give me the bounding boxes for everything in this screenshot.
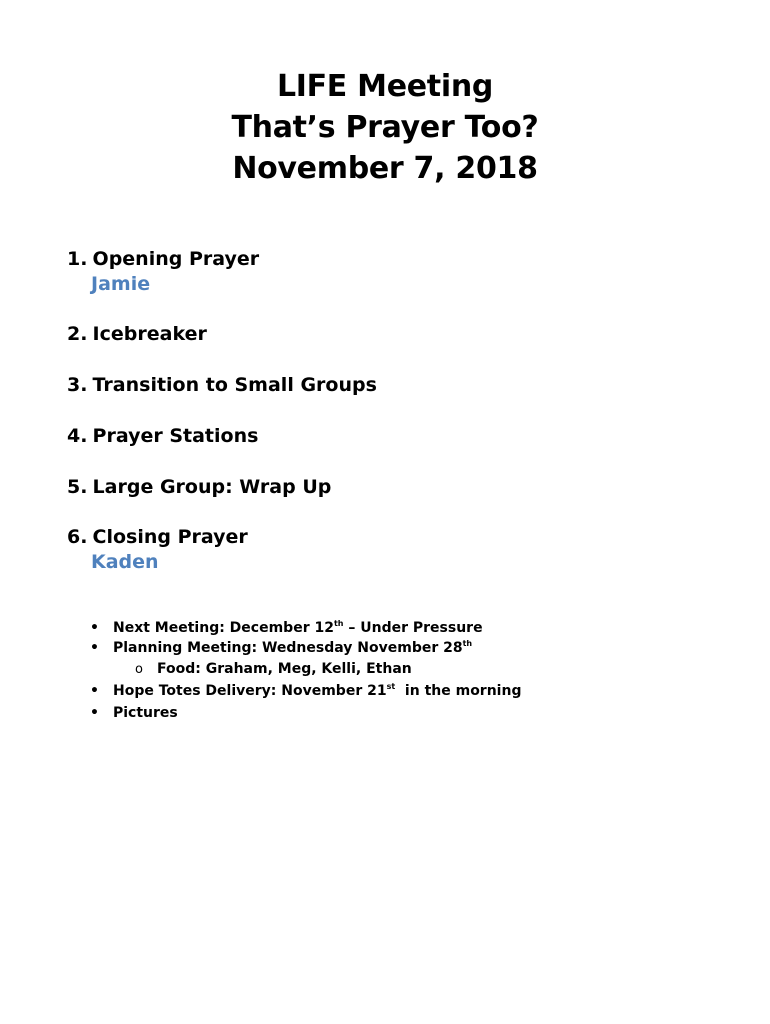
- note-planning-meeting: [90, 638, 472, 658]
- note-superscript: th: [462, 639, 473, 648]
- note-text-rest: in the morning: [395, 683, 522, 699]
- sub-bullet-icon: o: [135, 662, 143, 677]
- note-text: Planning Meeting: Wednesday November 28: [113, 640, 463, 656]
- note-text: Pictures: [113, 705, 178, 721]
- note-superscript: th: [333, 619, 344, 628]
- note-text: Hope Totes Delivery: November 21: [113, 683, 387, 699]
- agenda-item-number: 3.: [67, 374, 88, 396]
- agenda-item-label: Large Group: Wrap Up: [92, 476, 332, 498]
- agenda-item-label: Closing Prayer: [92, 526, 248, 548]
- agenda-item-number: 6.: [67, 526, 88, 548]
- bullet-icon: •: [90, 705, 99, 721]
- agenda-item-leader: Kaden: [91, 551, 159, 573]
- agenda-item-leader: Jamie: [91, 273, 151, 295]
- agenda-item-label: Transition to Small Groups: [92, 374, 377, 396]
- agenda-item-number: 2.: [67, 323, 88, 345]
- title-line-1: LIFE Meeting: [276, 69, 494, 104]
- agenda-item-transition: [67, 372, 377, 398]
- agenda-item-number: 5.: [67, 476, 88, 498]
- note-text: Food: Graham, Meg, Kelli, Ethan: [157, 661, 412, 677]
- agenda-item-closing-prayer: [67, 524, 248, 575]
- agenda-item-label: Prayer Stations: [92, 425, 259, 447]
- note-hope-totes-delivery: [90, 681, 521, 701]
- agenda-item-label: Opening Prayer: [92, 248, 260, 270]
- agenda-item-opening-prayer: [67, 246, 259, 297]
- title-line-3: November 7, 2018: [232, 151, 538, 186]
- agenda-item-label: Icebreaker: [92, 323, 207, 345]
- agenda-item-icebreaker: [67, 321, 207, 347]
- agenda-item-wrap-up: [67, 474, 331, 500]
- note-pictures: [90, 703, 178, 723]
- note-next-meeting: [90, 618, 483, 638]
- title-line-2: That’s Prayer Too?: [231, 110, 539, 145]
- bullet-icon: •: [90, 620, 99, 636]
- agenda-item-number: 1.: [67, 248, 88, 270]
- bullet-icon: •: [90, 683, 99, 699]
- note-food: [135, 659, 412, 680]
- note-superscript: st: [386, 682, 396, 691]
- bullet-icon: •: [90, 640, 99, 656]
- note-text: Next Meeting: December 12: [113, 620, 334, 636]
- document-title: [0, 66, 770, 189]
- note-text-rest: – Under Pressure: [343, 620, 483, 636]
- agenda-item-prayer-stations: [67, 423, 258, 449]
- agenda-item-number: 4.: [67, 425, 88, 447]
